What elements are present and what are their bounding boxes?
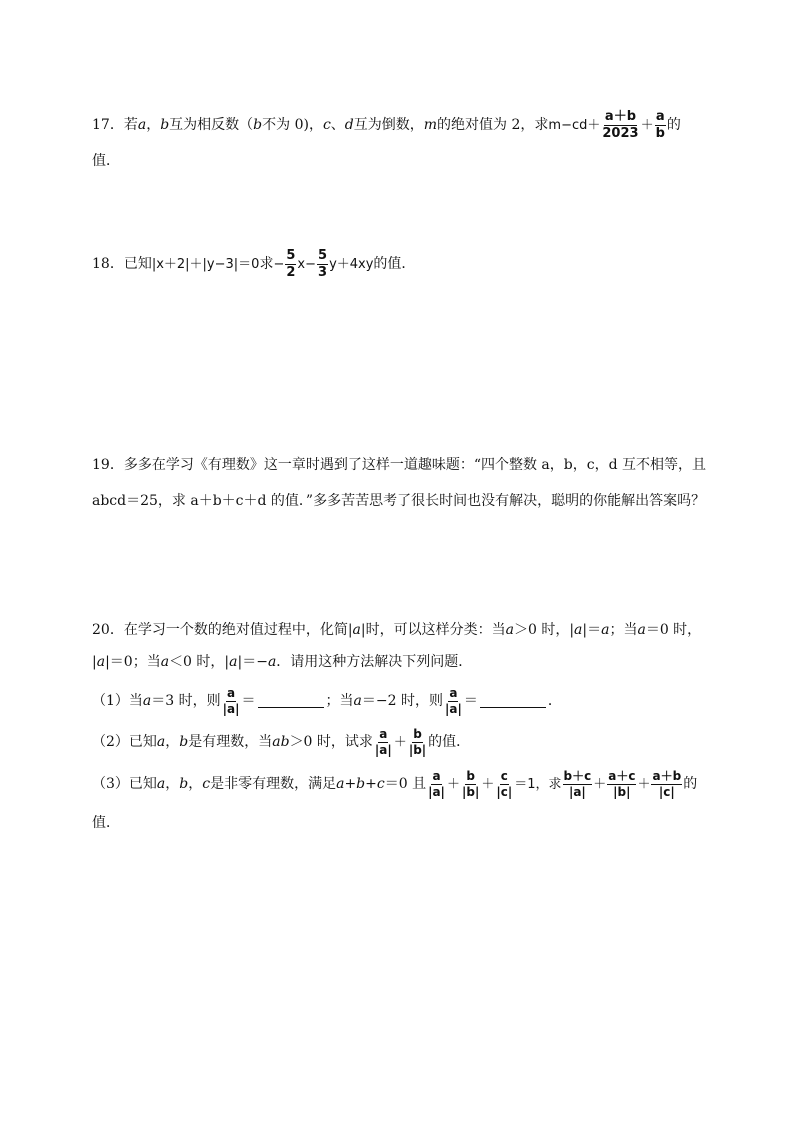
question-20-part-3-line-1: （3）已知 a ， b ， c 是非零有理数，满足 a+b+c ＝0 且 $\frac{a}{|a|}$ ＋ $\frac{b}{|b|}$ ＋ $\frac{c}{|c|}$ ＝1，求 $\frac{b+c}{|a|}$ ＋ $\frac{a+c}{|b|}$ ＋ $\frac{a+b}{|c|}$ 的	[92, 768, 698, 799]
fraction: $\frac{a}{|a|}$	[428, 768, 445, 799]
fraction: $\frac{a}{|a|}$	[222, 685, 240, 716]
question-number: 19．	[92, 457, 124, 473]
question-20-part-2: （2）已知 a ， b 是有理数，当 ab ＞0 时，试求 $\frac{a}{|a|}$ ＋ $\frac{b}{|b|}$ 的值．	[92, 726, 471, 757]
question-number: 17．	[92, 117, 124, 133]
fraction: $\frac{a}{b}$	[655, 108, 665, 141]
fraction: $\frac{b}{|b|}$	[461, 768, 480, 799]
question-20-part-3-line-2: 值．	[92, 815, 120, 831]
answer-blank[interactable]	[480, 695, 546, 708]
question-20-line-2: |a| ＝0；当 a ＜0 时， |a| ＝− a ．请用这种方法解决下列问题．	[92, 654, 473, 670]
question-20-part-1: （1）当 a ＝3 时，则 $\frac{a}{|a|}$ ＝ ；当 a ＝−2 时，则 $\frac{a}{|a|}$ ＝ ．	[92, 685, 562, 716]
math-expression: |x＋2|＋|y−3|＝0	[151, 256, 260, 272]
question-19-line-2: abcd＝25，求 a＋b＋c＋d 的值．”多多苦苦思考了很长时间也没有解决，聪明的你能解出答案吗？	[92, 493, 706, 509]
fraction: $\frac{5}{3}$	[318, 247, 328, 280]
question-number: 18．	[92, 256, 124, 272]
question-17-line-1: 17． 若 a ， b 互为相反数（ b 不为 0)， c 、 d 互为倒数， m 的绝对值为 2，求 m−cd＋ $\frac{a+b}{2023}$ ＋ $\frac{a}{b}$ 的	[92, 108, 681, 141]
math-expression: m−cd＋	[548, 117, 601, 133]
fraction: $\frac{b+c}{|a|}$	[563, 768, 592, 799]
fraction: $\frac{a}{|a|}$	[444, 685, 462, 716]
answer-blank[interactable]	[258, 695, 324, 708]
question-17-line-2: 值．	[92, 153, 120, 169]
fraction: $\frac{a+b}{2023}$	[602, 108, 639, 141]
question-18-line-1: 18． 已知 |x＋2|＋|y−3|＝0 求 − $\frac{5}{2}$ x − $\frac{5}{3}$ y＋4xy 的值．	[92, 247, 416, 280]
fraction: $\frac{b}{|b|}$	[408, 726, 427, 757]
fraction: $\frac{a+c}{|b|}$	[608, 768, 636, 799]
question-20-line-1: 20． 在学习一个数的绝对值过程中，化简 |a| 时，可以这样分类：当 a ＞0 时， |a| ＝ a ；当 a ＝0 时，	[92, 622, 702, 638]
fraction: $\frac{5}{2}$	[286, 247, 296, 280]
question-number: 20．	[92, 622, 124, 638]
fraction: $\frac{a+b}{|c|}$	[652, 768, 682, 799]
fraction: $\frac{a}{|a|}$	[374, 726, 392, 757]
question-19-line-1: 19． 多多在学习《有理数》这一章时遇到了这样一道趣味题：“四个整数 a，b，c，d 互不相等，且	[92, 457, 706, 473]
fraction: $\frac{c}{|c|}$	[496, 768, 513, 799]
